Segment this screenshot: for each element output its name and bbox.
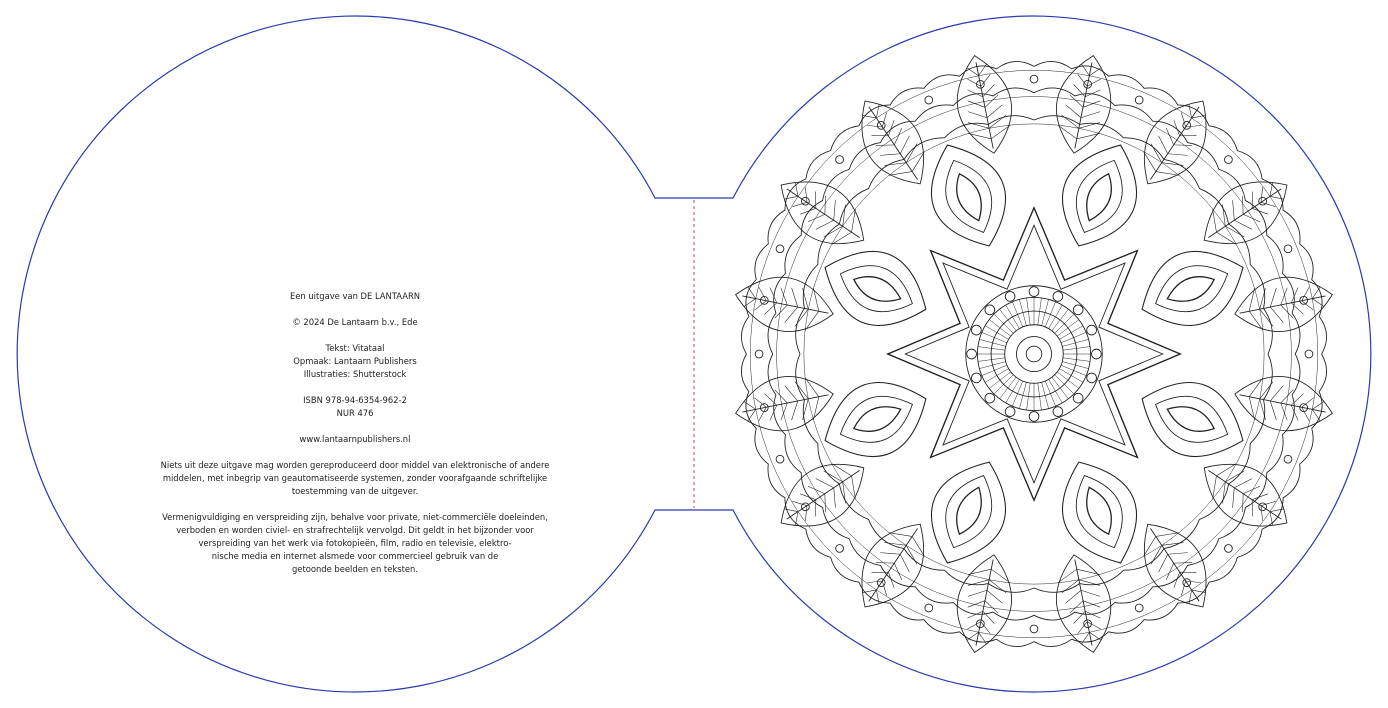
rights-line: verspreiding van het werk via fotokopieën, film, radio en televisie, elektro-: [198, 538, 512, 548]
nur: NUR 476: [336, 408, 374, 418]
publisher-line: Een uitgave van DE LANTAARN: [289, 291, 421, 301]
credit-illustrations: Illustraties: Shutterstock: [303, 369, 407, 379]
rights-paragraph-1: [155, 459, 555, 498]
rights-line: nische media en internet alsmede voor commercieel gebruik van de: [211, 551, 499, 561]
credit-layout: Opmaak: Lantaarn Publishers: [293, 356, 417, 366]
rights-line: verboden en worden civiel- en strafrechtelijk vervolgd. Dit geldt in het bijzonder voor: [176, 525, 534, 535]
rights-paragraph-2: [155, 511, 555, 576]
identifiers: [155, 394, 555, 420]
rights-line: toestemming van de uitgever.: [291, 486, 419, 496]
credit-text: Tekst: Vitataal: [325, 343, 385, 353]
rights-line: Vermenigvuldiging en verspreiding zijn, behalve voor private, niet-commerciële doeleinden,: [162, 512, 548, 522]
copyright-line: © 2024 De Lantaarn b.v., Ede: [292, 317, 418, 327]
credits: [155, 342, 555, 381]
mandala-illustration: [722, 42, 1346, 666]
colophon-text: [155, 290, 555, 589]
website: www.lantaarnpublishers.nl: [299, 434, 411, 444]
isbn: ISBN 978-94-6354-962-2: [303, 395, 407, 405]
rights-line: getoonde beelden en teksten.: [291, 564, 418, 574]
rights-line: middelen, met inbegrip van geautomatiseerde systemen, zonder voorafgaande schriftelijke: [162, 473, 548, 483]
rights-line: Niets uit deze uitgave mag worden gereproduceerd door middel van elektronische of andere: [160, 460, 550, 470]
